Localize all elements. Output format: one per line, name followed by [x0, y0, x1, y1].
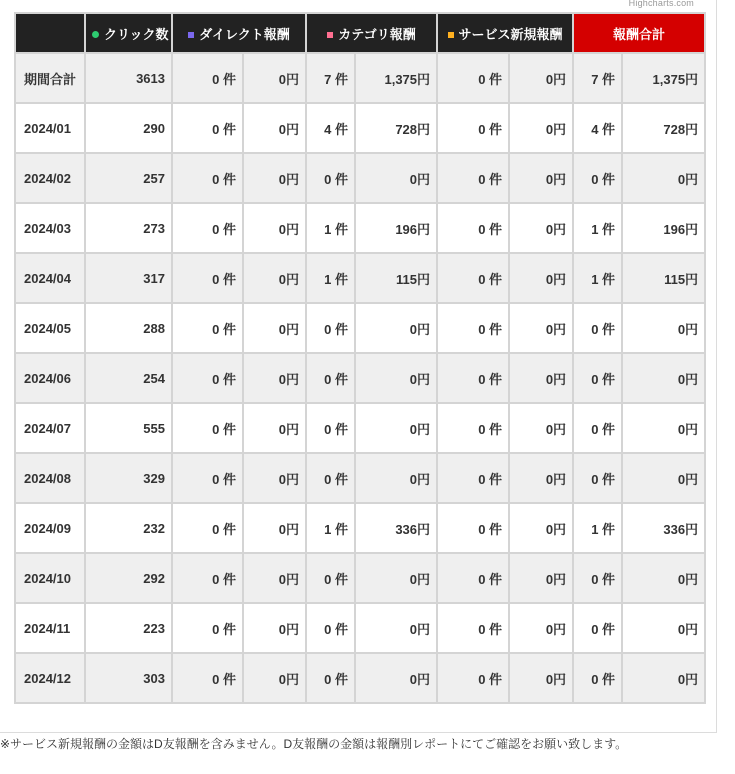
cell-service-count: 0 件 [437, 503, 509, 553]
cell-category-amount: 336円 [355, 503, 437, 553]
cell-service-amount: 0円 [509, 153, 573, 203]
cell-category-amount: 0円 [355, 453, 437, 503]
cell-total-count: 0 件 [573, 553, 622, 603]
cell-clicks: 303 [85, 653, 172, 703]
cell-service-amount: 0円 [509, 53, 573, 103]
cell-clicks: 3613 [85, 53, 172, 103]
header-total: 報酬合計 [573, 13, 705, 53]
cell-total-amount: 1,375円 [622, 53, 705, 103]
cell-category-amount: 196円 [355, 203, 437, 253]
cell-clicks: 288 [85, 303, 172, 353]
cell-period: 2024/10 [15, 553, 85, 603]
cell-clicks: 290 [85, 103, 172, 153]
cell-period: 2024/04 [15, 253, 85, 303]
table-row [15, 503, 705, 553]
cell-category-count: 1 件 [306, 253, 355, 303]
cell-total-amount: 115円 [622, 253, 705, 303]
cell-category-amount: 728円 [355, 103, 437, 153]
green-circle-icon [92, 31, 99, 38]
cell-total-amount: 0円 [622, 453, 705, 503]
cell-period: 2024/05 [15, 303, 85, 353]
cell-total-amount: 336円 [622, 503, 705, 553]
cell-category-amount: 115円 [355, 253, 437, 303]
cell-total-count: 0 件 [573, 653, 622, 703]
cell-direct-amount: 0円 [243, 503, 306, 553]
cell-total-amount: 728円 [622, 103, 705, 153]
cell-clicks: 257 [85, 153, 172, 203]
cell-category-count: 0 件 [306, 403, 355, 453]
cell-direct-amount: 0円 [243, 453, 306, 503]
table-row [15, 553, 705, 603]
cell-service-amount: 0円 [509, 253, 573, 303]
cell-service-count: 0 件 [437, 253, 509, 303]
header-category [306, 13, 437, 53]
cell-direct-amount: 0円 [243, 653, 306, 703]
cell-total-count: 0 件 [573, 353, 622, 403]
cell-direct-amount: 0円 [243, 53, 306, 103]
cell-service-count: 0 件 [437, 453, 509, 503]
header-clicks [85, 13, 172, 53]
table-row [15, 303, 705, 353]
cell-direct-count: 0 件 [172, 603, 243, 653]
cell-total-amount: 0円 [622, 153, 705, 203]
cell-service-count: 0 件 [437, 653, 509, 703]
cell-category-count: 0 件 [306, 303, 355, 353]
cell-category-amount: 0円 [355, 353, 437, 403]
cell-direct-amount: 0円 [243, 353, 306, 403]
header-clicks-label: クリック数 [104, 26, 169, 42]
cell-service-count: 0 件 [437, 403, 509, 453]
cell-direct-amount: 0円 [243, 303, 306, 353]
cell-total-count: 1 件 [573, 503, 622, 553]
cell-clicks: 555 [85, 403, 172, 453]
cell-period: 2024/12 [15, 653, 85, 703]
table-row [15, 653, 705, 703]
cell-direct-count: 0 件 [172, 253, 243, 303]
cell-service-count: 0 件 [437, 53, 509, 103]
cell-clicks: 254 [85, 353, 172, 403]
cell-direct-count: 0 件 [172, 553, 243, 603]
cell-service-amount: 0円 [509, 653, 573, 703]
header-row [15, 13, 705, 53]
cell-clicks: 232 [85, 503, 172, 553]
cell-service-amount: 0円 [509, 103, 573, 153]
table-row [15, 103, 705, 153]
header-category-label: カテゴリ報酬 [338, 26, 416, 42]
table-row [15, 603, 705, 653]
cell-total-amount: 0円 [622, 603, 705, 653]
cell-category-count: 0 件 [306, 153, 355, 203]
cell-total-amount: 0円 [622, 353, 705, 403]
cell-period: 2024/06 [15, 353, 85, 403]
cell-category-count: 0 件 [306, 553, 355, 603]
cell-total-count: 0 件 [573, 303, 622, 353]
cell-total-count: 0 件 [573, 403, 622, 453]
cell-direct-count: 0 件 [172, 653, 243, 703]
cell-total-amount: 0円 [622, 653, 705, 703]
cell-period: 期間合計 [15, 53, 85, 103]
cell-service-amount: 0円 [509, 303, 573, 353]
cell-clicks: 273 [85, 203, 172, 253]
header-service [437, 13, 573, 53]
table-row [15, 203, 705, 253]
cell-category-count: 0 件 [306, 653, 355, 703]
footnote: ※サービス新規報酬の金額はD友報酬を含みません。D友報酬の金額は報酬別レポートにてご確認をお願い致します。 [0, 737, 628, 751]
cell-category-amount: 1,375円 [355, 53, 437, 103]
cell-direct-amount: 0円 [243, 153, 306, 203]
cell-total-amount: 0円 [622, 403, 705, 453]
cell-service-amount: 0円 [509, 553, 573, 603]
cell-total-amount: 0円 [622, 303, 705, 353]
table-row [15, 353, 705, 403]
cell-direct-count: 0 件 [172, 203, 243, 253]
cell-total-count: 7 件 [573, 53, 622, 103]
cell-clicks: 317 [85, 253, 172, 303]
table-row [15, 153, 705, 203]
cell-service-count: 0 件 [437, 103, 509, 153]
cell-clicks: 329 [85, 453, 172, 503]
cell-direct-count: 0 件 [172, 403, 243, 453]
cell-direct-count: 0 件 [172, 453, 243, 503]
cell-total-count: 0 件 [573, 603, 622, 653]
cell-direct-amount: 0円 [243, 203, 306, 253]
monthly-report-table [14, 12, 706, 704]
cell-period: 2024/01 [15, 103, 85, 153]
cell-service-amount: 0円 [509, 503, 573, 553]
cell-category-amount: 0円 [355, 603, 437, 653]
cell-category-count: 7 件 [306, 53, 355, 103]
cell-service-count: 0 件 [437, 353, 509, 403]
pink-square-icon [327, 32, 333, 38]
cell-period: 2024/09 [15, 503, 85, 553]
cell-total-count: 0 件 [573, 153, 622, 203]
cell-service-count: 0 件 [437, 303, 509, 353]
cell-period: 2024/03 [15, 203, 85, 253]
cell-direct-amount: 0円 [243, 403, 306, 453]
header-period [15, 13, 85, 53]
table-row [15, 453, 705, 503]
cell-clicks: 223 [85, 603, 172, 653]
orange-square-icon [448, 32, 454, 38]
table-row [15, 253, 705, 303]
cell-service-count: 0 件 [437, 553, 509, 603]
cell-direct-amount: 0円 [243, 253, 306, 303]
cell-total-count: 0 件 [573, 453, 622, 503]
cell-total-count: 1 件 [573, 253, 622, 303]
cell-service-amount: 0円 [509, 403, 573, 453]
cell-direct-count: 0 件 [172, 303, 243, 353]
cell-direct-amount: 0円 [243, 603, 306, 653]
highcharts-credit-link[interactable]: Highcharts.com [628, 0, 694, 8]
cell-total-count: 1 件 [573, 203, 622, 253]
table-row [15, 403, 705, 453]
cell-category-count: 0 件 [306, 603, 355, 653]
cell-period: 2024/08 [15, 453, 85, 503]
cell-category-amount: 0円 [355, 153, 437, 203]
cell-period: 2024/07 [15, 403, 85, 453]
cell-direct-count: 0 件 [172, 353, 243, 403]
cell-direct-amount: 0円 [243, 103, 306, 153]
header-direct-label: ダイレクト報酬 [199, 26, 290, 42]
cell-category-count: 0 件 [306, 453, 355, 503]
cell-service-amount: 0円 [509, 353, 573, 403]
cell-category-amount: 0円 [355, 303, 437, 353]
cell-total-amount: 0円 [622, 553, 705, 603]
cell-total-amount: 196円 [622, 203, 705, 253]
cell-direct-count: 0 件 [172, 153, 243, 203]
header-service-label: サービス新規報酬 [458, 26, 563, 42]
cell-category-amount: 0円 [355, 553, 437, 603]
cell-period: 2024/02 [15, 153, 85, 203]
cell-service-count: 0 件 [437, 153, 509, 203]
cell-service-amount: 0円 [509, 453, 573, 503]
cell-service-amount: 0円 [509, 603, 573, 653]
cell-direct-amount: 0円 [243, 553, 306, 603]
summary-row [15, 53, 705, 103]
cell-category-amount: 0円 [355, 653, 437, 703]
cell-direct-count: 0 件 [172, 53, 243, 103]
cell-direct-count: 0 件 [172, 503, 243, 553]
cell-total-count: 4 件 [573, 103, 622, 153]
header-direct [172, 13, 306, 53]
cell-category-count: 1 件 [306, 203, 355, 253]
cell-direct-count: 0 件 [172, 103, 243, 153]
cell-category-count: 1 件 [306, 503, 355, 553]
cell-category-count: 0 件 [306, 353, 355, 403]
cell-period: 2024/11 [15, 603, 85, 653]
cell-service-count: 0 件 [437, 603, 509, 653]
cell-clicks: 292 [85, 553, 172, 603]
cell-service-amount: 0円 [509, 203, 573, 253]
purple-square-icon [188, 32, 194, 38]
cell-category-count: 4 件 [306, 103, 355, 153]
cell-category-amount: 0円 [355, 403, 437, 453]
cell-service-count: 0 件 [437, 203, 509, 253]
